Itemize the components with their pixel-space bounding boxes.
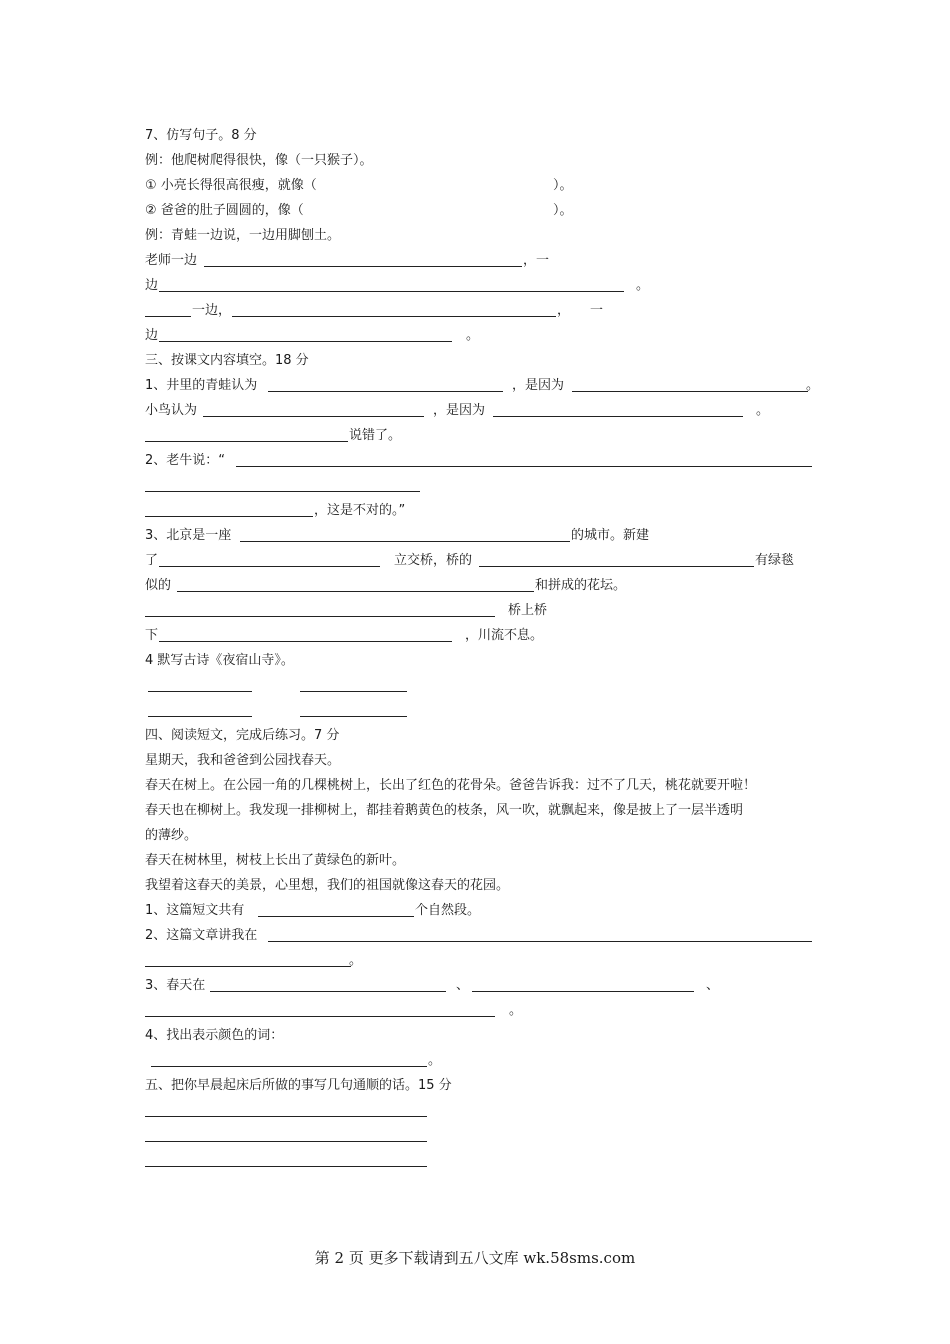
s4-paragraph-4: 春天在树林里，树枝上长出了黄绿色的新叶。 [145, 853, 406, 868]
blank-line[interactable] [472, 991, 694, 992]
blank-line[interactable] [159, 291, 624, 292]
s4-q3-sep-2: 、 [706, 978, 720, 993]
s4-q2-end: 。 [349, 953, 363, 968]
s4-paragraph-1: 星期天，我和爸爸到公园找春天。 [145, 753, 341, 768]
s3-q1-c: 小鸟认为 [145, 403, 198, 418]
s3-q1-end: 。 [806, 378, 820, 393]
s3-q1-f: 说错了。 [349, 428, 402, 443]
blank-line[interactable] [300, 716, 407, 717]
s3-q3-g: 和拼成的花坛。 [535, 578, 627, 593]
blank-line[interactable] [268, 941, 812, 942]
q7-sentence-2-close: ）。 [553, 203, 573, 218]
q7-sentence-1-close: ）。 [553, 178, 573, 193]
q7-title: 7、仿写句子。8 分 [145, 128, 257, 143]
s4-title: 四、阅读短文，完成后练习。7 分 [145, 728, 340, 743]
blank-line[interactable] [145, 1016, 495, 1017]
s4-paragraph-3b: 的薄纱。 [145, 828, 198, 843]
blank-line[interactable] [145, 441, 348, 442]
blank-line[interactable] [236, 466, 812, 467]
blank-line[interactable] [159, 566, 380, 567]
blank-line[interactable] [210, 991, 446, 992]
s3-q1-b: ，是因为 [512, 378, 565, 393]
blank-line[interactable] [145, 516, 313, 517]
s3-q3-j: ，川流不息。 [465, 628, 544, 643]
s3-q2-b: ，这是不对的。” [314, 503, 406, 518]
blank-line[interactable] [145, 966, 351, 967]
s4-paragraph-5: 我望着这春天的美景，心里想，我们的祖国就像这春天的花园。 [145, 878, 510, 893]
s4-q1-b: 个自然段。 [415, 903, 481, 918]
s4-q2-a: 2、这篇文章讲我在 [145, 928, 258, 943]
s3-q3-e: 有绿毯 [755, 553, 795, 568]
blank-line[interactable] [159, 341, 452, 342]
s4-q4-end: 。 [428, 1053, 442, 1068]
q7-line-2-end: 。 [636, 278, 650, 293]
s3-q3-h: 桥上桥 [508, 603, 548, 618]
s4-paragraph-2: 春天在树上。在公园一角的几棵桃树上，长出了红色的花骨朵。爸爸告诉我：过不了几天，桃花就要开啦！ [145, 778, 757, 793]
s4-q3-sep-1: 、 [456, 978, 470, 993]
q7-line-4-end: 。 [466, 328, 480, 343]
s4-q1-a: 1、这篇短文共有 [145, 903, 245, 918]
s3-q3-d: 立交桥，桥的 [394, 553, 473, 568]
q7-sentence-1: ① 小亮长得很高很瘦，就像（ [145, 178, 317, 193]
blank-line[interactable] [493, 416, 743, 417]
s5-title: 五、把你早晨起床后所做的事写几句通顺的话。15 分 [145, 1078, 452, 1093]
s3-q4: 4 默写古诗《夜宿山寺》。 [145, 653, 294, 668]
blank-line[interactable] [145, 1141, 427, 1142]
blank-line[interactable] [159, 641, 452, 642]
q7-line-3-comma: ， [557, 303, 571, 318]
s3-q3-f: 似的 [145, 578, 172, 593]
s3-q3-a: 3、北京是一座 [145, 528, 232, 543]
s4-q3-a: 3、春天在 [145, 978, 206, 993]
s3-title: 三、按课文内容填空。18 分 [145, 353, 309, 368]
blank-line[interactable] [177, 591, 534, 592]
blank-line[interactable] [145, 491, 420, 492]
s4-paragraph-3a: 春天也在柳树上。我发现一排柳树上，都挂着鹅黄色的枝条，风一吹，就飘起来，像是披上了一层半透明 [145, 803, 744, 818]
s3-q3-c: 了 [145, 553, 159, 568]
q7-line-1-prefix: 老师一边 [145, 253, 198, 268]
q7-sentence-2: ② 爸爸的肚子圆圆的，像（ [145, 203, 304, 218]
blank-line[interactable] [151, 1066, 427, 1067]
blank-line[interactable] [300, 691, 407, 692]
s3-q1-d: ，是因为 [433, 403, 486, 418]
q7-example-2: 例：青蛙一边说，一边用脚刨土。 [145, 228, 341, 243]
s3-q3-i: 下 [145, 628, 159, 643]
q7-line-1-mid: ，一 [523, 253, 550, 268]
s3-q3-b: 的城市。新建 [571, 528, 650, 543]
s4-q3-end: 。 [509, 1003, 523, 1018]
blank-line[interactable] [268, 391, 503, 392]
blank-line[interactable] [572, 391, 808, 392]
blank-line[interactable] [479, 566, 754, 567]
q7-line-3-mid: 一边， [192, 303, 232, 318]
s3-q1-a: 1、井里的青蛙认为 [145, 378, 258, 393]
blank-line[interactable] [145, 616, 495, 617]
blank-line[interactable] [204, 266, 522, 267]
blank-line[interactable] [145, 1166, 427, 1167]
s4-q4-a: 4、找出表示颜色的词： [145, 1028, 284, 1043]
q7-line-3-tail: 一 [590, 303, 604, 318]
blank-line[interactable] [145, 316, 191, 317]
blank-line[interactable] [148, 716, 252, 717]
blank-line[interactable] [148, 691, 252, 692]
blank-line[interactable] [145, 1116, 427, 1117]
q7-line-4-prefix: 边 [145, 328, 159, 343]
q7-example-1: 例：他爬树爬得很快，像（一只猴子）。 [145, 153, 373, 168]
s3-q1-e: 。 [756, 403, 770, 418]
blank-line[interactable] [203, 416, 424, 417]
page-footer: 第 2 页 更多下载请到五八文库 wk.58sms.com [314, 1249, 636, 1267]
s3-q2-a: 2、老牛说：“ [145, 453, 226, 468]
blank-line[interactable] [232, 316, 556, 317]
blank-line[interactable] [258, 916, 414, 917]
q7-line-2-prefix: 边 [145, 278, 159, 293]
blank-line[interactable] [240, 541, 570, 542]
